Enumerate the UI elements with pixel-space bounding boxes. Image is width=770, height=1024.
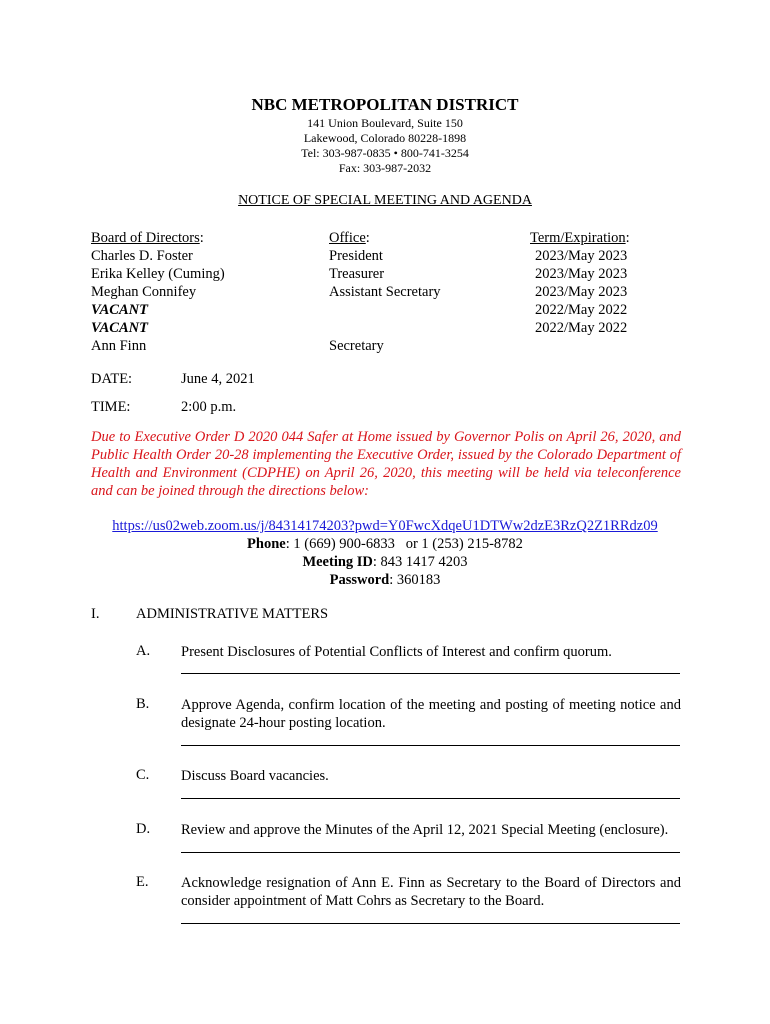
meeting-id-value: : 843 1417 4203 xyxy=(372,554,468,570)
signature-line xyxy=(181,673,680,674)
board-header: Board of Directors: xyxy=(91,230,204,246)
item-letter: A. xyxy=(136,643,151,659)
item-text: Acknowledge resignation of Ann E. Finn as Secretary to the Board of Directors and consider appointment of Matt Cohrs as Secretary to the Board. xyxy=(181,875,681,909)
signature-line xyxy=(181,852,680,853)
member-name-vacant: VACANT xyxy=(91,302,148,318)
item-text: Approve Agenda, confirm location of the meeting and posting of meeting notice and designate 24-hour posting location. xyxy=(181,697,681,731)
item-text: Discuss Board vacancies. xyxy=(181,768,329,784)
member-term: 2023/May 2023 xyxy=(535,284,628,300)
member-name: Charles D. Foster xyxy=(91,248,193,264)
member-office: Treasurer xyxy=(329,266,385,282)
district-title: NBC METROPOLITAN DISTRICT xyxy=(251,95,519,114)
office-header: Office: xyxy=(329,230,370,246)
password-label: Password xyxy=(329,572,390,588)
telephone-line: Tel: 303-987-0835 • 800-741-3254 xyxy=(301,146,469,160)
item-text: Review and approve the Minutes of the April 12, 2021 Special Meeting (enclosure). xyxy=(181,822,669,838)
member-term: 2022/May 2022 xyxy=(535,302,628,318)
signature-line xyxy=(181,745,680,746)
signature-line xyxy=(181,923,680,924)
meeting-id-label: Meeting ID xyxy=(302,554,373,570)
fax-line: Fax: 303-987-2032 xyxy=(338,161,432,175)
item-text: Present Disclosures of Potential Conflicts of Interest and confirm quorum. xyxy=(181,644,612,660)
phone-label: Phone xyxy=(247,536,286,552)
member-name-vacant: VACANT xyxy=(91,320,148,336)
member-office xyxy=(329,301,509,319)
meeting-id-row xyxy=(0,553,770,571)
password-row xyxy=(0,571,770,589)
member-term: 2023/May 2023 xyxy=(535,266,628,282)
item-letter: C. xyxy=(136,767,150,783)
item-letter: B. xyxy=(136,696,150,712)
address-line-1: 141 Union Boulevard, Suite 150 xyxy=(307,116,463,130)
notice-title: NOTICE OF SPECIAL MEETING AND AGENDA xyxy=(238,193,532,208)
member-name: Ann Finn xyxy=(91,338,147,354)
member-office: Assistant Secretary xyxy=(329,284,441,300)
member-name: Meghan Connifey xyxy=(91,284,197,300)
member-office: Secretary xyxy=(329,338,384,354)
password-value: : 360183 xyxy=(389,572,441,588)
member-term: 2023/May 2023 xyxy=(535,248,628,264)
section-number: I. xyxy=(91,606,100,622)
board-term-column xyxy=(530,229,660,337)
zoom-link[interactable]: https://us02web.zoom.us/j/84314174203?pwd=Y0FwcXdqeU1DTWw2dzE3RzQ2Z1RRdz09 xyxy=(112,518,658,534)
date-label: DATE: xyxy=(91,371,133,387)
date-value: June 4, 2021 xyxy=(181,371,255,387)
time-value: 2:00 p.m. xyxy=(181,399,237,415)
address-line-2: Lakewood, Colorado 80228-1898 xyxy=(303,131,467,145)
signature-line xyxy=(181,798,680,799)
section-title: ADMINISTRATIVE MATTERS xyxy=(136,606,329,622)
member-name: Erika Kelley (Cuming) xyxy=(91,266,225,282)
item-letter: D. xyxy=(136,821,151,837)
member-office xyxy=(329,319,509,337)
board-names-column xyxy=(91,229,321,355)
board-office-column xyxy=(329,229,509,355)
phone-row xyxy=(0,535,770,553)
term-header: Term/Expiration: xyxy=(530,230,630,246)
teleconference-notice: Due to Executive Order D 2020 044 Safer at Home issued by Governor Polis on April 26, 2020, and Public Health Order 20-28 implementing the Executive Order, issued by the Colorado Department of Health and Environment (CDPHE) on April 26, 2020, this meeting will be held via teleconference and can be joined through the directions below: xyxy=(91,429,681,499)
member-office: President xyxy=(329,248,383,264)
item-letter: E. xyxy=(136,874,149,890)
time-label: TIME: xyxy=(91,399,131,415)
member-term: 2022/May 2022 xyxy=(535,320,628,336)
zoom-link-row xyxy=(0,517,770,535)
phone-value: : 1 (669) 900-6833 or 1 (253) 215-8782 xyxy=(285,536,523,552)
